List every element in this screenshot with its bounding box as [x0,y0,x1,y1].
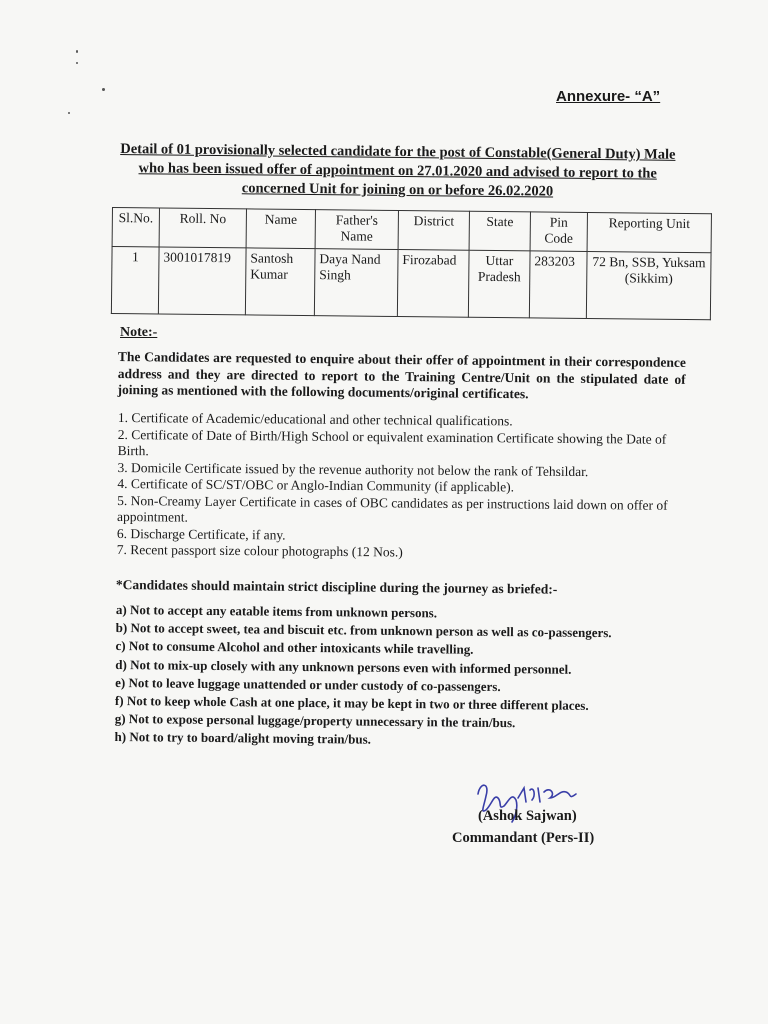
list-item: 4. Certificate of SC/ST/OBC or Anglo-Indian Community (if applicable). [117,475,515,495]
cell-district: Firozabad [397,249,469,317]
signatory-designation: Commandant (Pers-II) [452,830,595,846]
cell-state: Uttar Pradesh [468,250,530,318]
list-item: 6. Discharge Certificate, if any. [116,525,286,542]
list-item: 5. Non-Creamy Layer Certificate in cases of OBC candidates as per instructions laid down on offer of appointment. [117,492,668,525]
list-item: e) Not to leave luggage unattended or under custody of co-passengers. [115,674,501,694]
note-paragraph: The Candidates are requested to enquire about their offer of appointment in their correspondence address and they are directed to report to the Training Centre/Unit on the stipulated date of joining as mentioned with the following documents/original certificates. [117,349,686,402]
table-row [111,247,711,320]
col-header-district: District [398,211,469,251]
cell-sl-no: 1 [111,247,159,314]
list-item: 1. Certificate of Academic/educational and other technical qualifications. [117,410,513,429]
list-item: f) Not to keep whole Cash at one place, it may be kept in two or three different places. [114,693,589,713]
col-header-state: State [469,211,530,251]
table-header-row [112,208,711,253]
cell-roll-no: 3001017819 [158,247,246,315]
note-title: Note:- [120,325,158,340]
discipline-rules-list [114,601,685,753]
signatory-name: (Ashok Sajwan) [478,808,577,824]
candidate-table [111,207,712,320]
scan-speck [68,112,70,114]
scan-speck [76,62,78,64]
list-item: c) Not to consume Alcohol and other intoxicants while travelling. [115,638,474,658]
col-header-fathers-name: Father's Name [315,210,398,250]
list-item: 2. Certificate of Date of Birth/High School or equivalent examination Certificate showing the Date of Birth. [117,426,667,459]
col-header-sl-no: Sl.No. [112,208,159,247]
col-header-name: Name [246,209,315,249]
cell-pin-code: 283203 [529,251,587,319]
scan-speck [76,50,78,53]
certificate-list [117,410,678,563]
list-item: 3. Domicile Certificate issued by the revenue authority not below the rank of Tehsildar. [117,459,589,479]
annexure-label: Annexure- “A” [556,88,661,105]
scan-speck [102,88,105,91]
col-header-reporting-unit: Reporting Unit [587,212,711,252]
list-item: d) Not to mix-up closely with any unknown persons even with informed personnel. [115,656,572,677]
cell-reporting-unit: 72 Bn, SSB, Yuksam (Sikkim) [586,251,711,319]
list-item: h) Not to try to board/alight moving train/bus. [114,729,372,748]
list-item: a) Not to accept any eatable items from unknown persons. [115,601,438,621]
col-header-roll-no: Roll. No [159,208,246,248]
cell-name: Santosh Kumar [245,248,315,316]
discipline-intro: *Candidates should maintain strict discipline during the journey as briefed:- [115,577,558,597]
list-item: 7. Recent passport size colour photographs (12 Nos.) [116,541,403,560]
list-item: b) Not to accept sweet, tea and biscuit etc. from unknown person as well as co-passengers. [115,620,612,641]
cell-fathers-name: Daya Nand Singh [314,249,398,317]
col-header-pin-code: Pin Code [530,212,587,252]
list-item: g) Not to expose personal luggage/property unnecessary in the train/bus. [114,711,516,731]
document-heading: Detail of 01 provisionally selected candidate for the post of Constable(General Duty) Male who has been issued offer of appointment on 27.01.2020 and advised to report to the concerned Unit for joining on or before 26.02.2020 [120,141,676,200]
